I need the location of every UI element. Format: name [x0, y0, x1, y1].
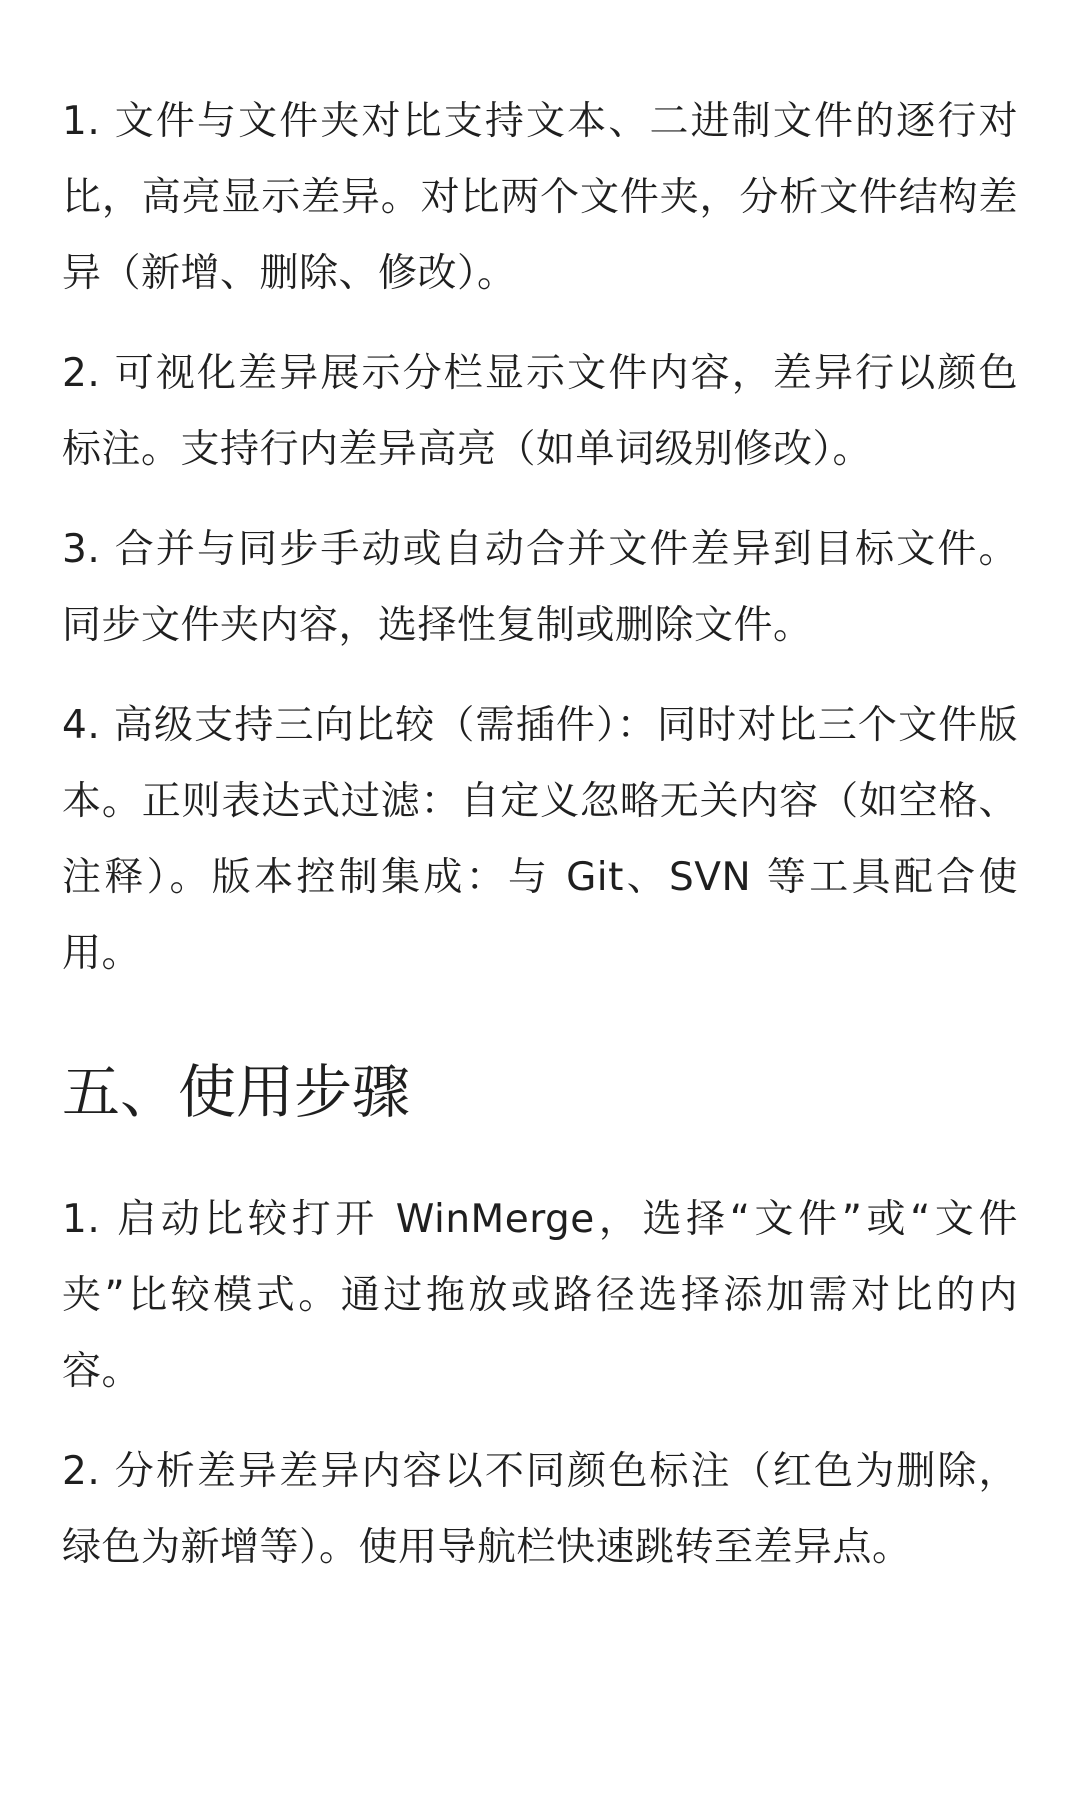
- feature-paragraph-1: 1. 文件与文件夹对比支持文本、二进制文件的逐行对比，高亮显示差异。对比两个文件夹，分析文件结构差异（新增、删除、修改）。: [62, 99, 1018, 296]
- step-paragraph-2: 2. 分析差异差异内容以不同颜色标注（红色为删除，绿色为新增等）。使用导航栏快速跳转至差异点。: [62, 1449, 1018, 1570]
- feature-paragraph-3: 3. 合并与同步手动或自动合并文件差异到目标文件。同步文件夹内容，选择性复制或删除文件。: [62, 527, 1018, 648]
- section-heading-usage-steps: 五、使用步骤: [62, 1058, 411, 1126]
- feature-paragraph-4: 4. 高级支持三向比较（需插件）：同时对比三个文件版本。正则表达式过滤：自定义忽略无关内容（如空格、注释）。版本控制集成：与 Git、SVN 等工具配合使用。: [62, 703, 1018, 976]
- article-body: [62, 84, 1018, 1610]
- feature-paragraph-2: 2. 可视化差异展示分栏显示文件内容，差异行以颜色标注。支持行内差异高亮（如单词级别修改）。: [62, 351, 1018, 472]
- step-paragraph-1: 1. 启动比较打开 WinMerge，选择“文件”或“文件夹”比较模式。通过拖放或路径选择添加需对比的内容。: [62, 1197, 1018, 1394]
